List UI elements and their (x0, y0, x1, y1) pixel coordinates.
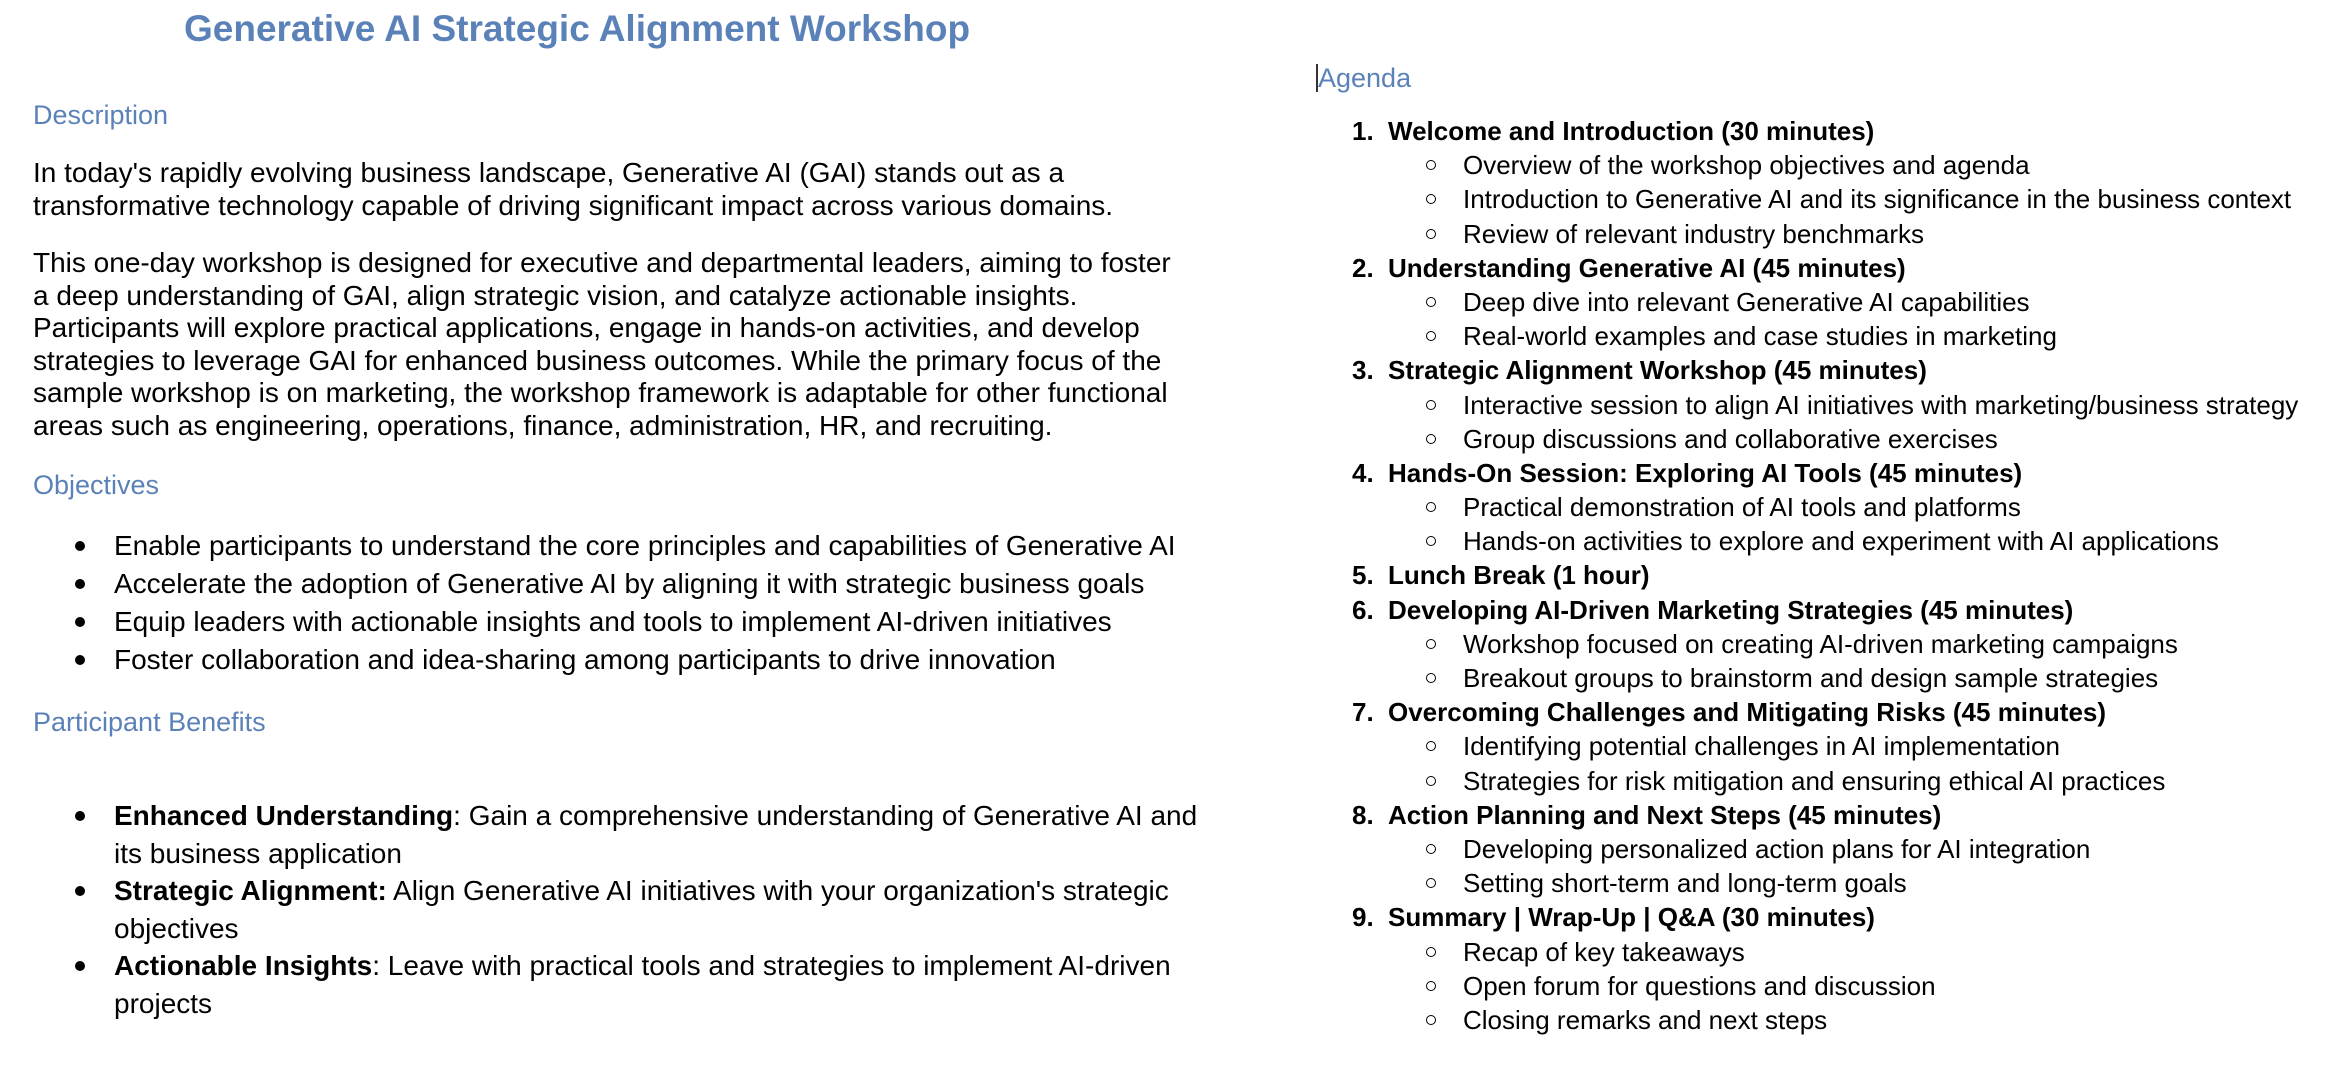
hollow-bullet-icon (1426, 776, 1436, 786)
description-heading: Description (33, 100, 169, 130)
agenda-item-header (1316, 353, 2336, 387)
agenda-subitem (1316, 148, 2336, 182)
benefits-list (33, 797, 1198, 1022)
agenda-item (1316, 456, 2336, 559)
benefit-label: Strategic Alignment: (114, 875, 387, 906)
agenda-subitem (1316, 217, 2336, 251)
bullet-icon (75, 961, 85, 971)
list-item (33, 568, 1193, 606)
agenda-item-number: 4. (1352, 457, 1374, 488)
agenda-item-title: Action Planning and Next Steps (45 minutes) (1388, 799, 1942, 830)
agenda-item-header (1316, 456, 2336, 490)
agenda-subitem (1316, 182, 2336, 216)
agenda-item-title: Hands-On Session: Exploring AI Tools (45 minutes) (1388, 457, 2023, 488)
agenda-item-number: 9. (1352, 902, 1374, 933)
bullet-icon (75, 655, 85, 665)
agenda-item-title: Strategic Alignment Workshop (45 minutes) (1388, 355, 1927, 386)
agenda-sublist (1316, 285, 2336, 353)
agenda-subitem-text: Open forum for questions and discussion (1463, 970, 1936, 1001)
agenda-subitem (1316, 627, 2336, 661)
agenda-item-title: Understanding Generative AI (45 minutes) (1388, 252, 1906, 283)
agenda-item (1316, 114, 2336, 251)
agenda-subitem-text: Introduction to Generative AI and its significance in the business context (1463, 184, 2292, 215)
agenda-item-number: 6. (1352, 594, 1374, 625)
objectives-list (33, 530, 1193, 682)
agenda-subitem-text: Breakout groups to brainstorm and design sample strategies (1463, 663, 2159, 693)
agenda-item-title: Welcome and Introduction (30 minutes) (1388, 116, 1875, 146)
agenda-item-header (1316, 558, 2336, 592)
agenda-subitem-text: Developing personalized action plans for AI integration (1463, 833, 2091, 864)
benefit-text: Align Generative AI initiatives with your organization's strategic objectives (114, 875, 1169, 944)
agenda-subitem (1316, 524, 2336, 558)
agenda-item (1316, 251, 2336, 354)
hollow-bullet-icon (1426, 434, 1436, 444)
agenda-item (1316, 900, 2336, 1037)
agenda-item-title: Lunch Break (1 hour) (1388, 560, 1650, 591)
objective-text: Foster collaboration and idea-sharing among participants to drive innovation (114, 644, 1056, 675)
agenda-subitem (1316, 969, 2336, 1003)
agenda-subitem-text: Interactive session to align AI initiatives with marketing/business strategy (1463, 389, 2299, 420)
agenda-item-header (1316, 798, 2336, 832)
hollow-bullet-icon (1426, 297, 1436, 307)
agenda-subitem (1316, 935, 2336, 969)
agenda-subitem-text: Setting short-term and long-term goals (1463, 868, 1907, 899)
agenda-subitem-text: Group discussions and collaborative exercises (1463, 423, 1998, 454)
agenda-subitem (1316, 319, 2336, 353)
objective-text: Enable participants to understand the core principles and capabilities of Generative AI (114, 530, 1176, 561)
bullet-icon (75, 886, 85, 896)
agenda-sublist (1316, 490, 2336, 558)
hollow-bullet-icon (1426, 844, 1436, 854)
agenda-item-title: Summary | Wrap-Up | Q&A (30 minutes) (1388, 902, 1875, 933)
objective-text: Equip leaders with actionable insights and tools to implement AI-driven initiatives (114, 606, 1112, 637)
agenda-item-title: Developing AI-Driven Marketing Strategies (45 minutes) (1388, 594, 2074, 625)
agenda-item (1316, 558, 2336, 592)
objective-text: Accelerate the adoption of Generative AI by aligning it with strategic business goals (114, 568, 1145, 599)
agenda-subitem (1316, 490, 2336, 524)
agenda-sublist (1316, 627, 2336, 695)
agenda-subitem-text: Recap of key takeaways (1463, 936, 1745, 967)
list-item (33, 606, 1193, 644)
agenda-subitem (1316, 729, 2336, 763)
hollow-bullet-icon (1426, 160, 1436, 170)
hollow-bullet-icon (1426, 194, 1436, 204)
hollow-bullet-icon (1426, 673, 1436, 683)
agenda-subitem-text: Closing remarks and next steps (1463, 1004, 1828, 1035)
agenda-subitem-text: Overview of the workshop objectives and agenda (1463, 150, 2030, 181)
agenda-subitem-text: Strategies for risk mitigation and ensuring ethical AI practices (1463, 765, 2166, 796)
hollow-bullet-icon (1426, 229, 1436, 239)
hollow-bullet-icon (1426, 947, 1436, 957)
agenda-subitem (1316, 832, 2336, 866)
agenda-subitem (1316, 285, 2336, 319)
hollow-bullet-icon (1426, 741, 1436, 751)
agenda-sublist (1316, 935, 2336, 1038)
agenda-item-title: Overcoming Challenges and Mitigating Risks (45 minutes) (1388, 697, 2107, 728)
agenda-subitem-text: Review of relevant industry benchmarks (1463, 218, 1924, 249)
bullet-icon (75, 811, 85, 821)
agenda-subitem-text: Workshop focused on creating AI-driven marketing campaigns (1463, 628, 2178, 659)
agenda-item (1316, 798, 2336, 901)
agenda-subitem (1316, 661, 2336, 695)
list-item (33, 797, 1204, 873)
hollow-bullet-icon (1426, 331, 1436, 341)
bullet-icon (75, 541, 85, 551)
agenda-item-header (1316, 251, 2336, 285)
benefit-label: Actionable Insights (114, 950, 373, 981)
agenda-item-header (1316, 114, 2336, 148)
bullet-icon (75, 617, 85, 627)
agenda-item-number: 3. (1352, 355, 1374, 386)
bullet-icon (75, 579, 85, 589)
agenda-item-number: 1. (1352, 116, 1374, 146)
agenda-subitem (1316, 866, 2336, 900)
description-paragraph: This one-day workshop is designed for executive and departmental leaders, aiming to foster a deep understanding of GAI, align strategic vision, and catalyze actionable insights. Participants will explore practical applications, engage in hands-on activities, and develop strategies to leverage GAI for enhanced business outcomes. While the primary focus of the sample workshop is on marketing, the workshop framework is adaptable for other functional areas such as engineering, operations, finance, administration, HR, and recruiting. (33, 247, 1171, 441)
agenda-sublist (1316, 148, 2336, 251)
agenda-list (1316, 114, 2336, 1037)
hollow-bullet-icon (1426, 536, 1436, 546)
hollow-bullet-icon (1426, 1015, 1436, 1025)
agenda-item (1316, 695, 2336, 798)
agenda-subitem-text: Real-world examples and case studies in marketing (1463, 321, 2057, 352)
agenda-subitem (1316, 1003, 2336, 1037)
hollow-bullet-icon (1426, 400, 1436, 410)
hollow-bullet-icon (1426, 981, 1436, 991)
agenda-item-number: 2. (1352, 252, 1374, 283)
objectives-heading: Objectives (33, 470, 160, 500)
agenda-item-number: 7. (1352, 697, 1374, 728)
agenda-subitem (1316, 764, 2336, 798)
agenda-subitem-text: Deep dive into relevant Generative AI capabilities (1463, 286, 2030, 317)
list-item (33, 872, 1204, 948)
hollow-bullet-icon (1426, 502, 1436, 512)
hollow-bullet-icon (1426, 878, 1436, 888)
agenda-subitem (1316, 422, 2336, 456)
benefits-heading: Participant Benefits (33, 707, 266, 737)
benefit-label: Enhanced Understanding (114, 800, 454, 831)
list-item (33, 947, 1204, 1023)
description-paragraph: In today's rapidly evolving business landscape, Generative AI (GAI) stands out as a transformative technology capable of driving significant impact across various domains. (33, 157, 1114, 221)
agenda-item (1316, 353, 2336, 456)
benefit-text: : Gain a comprehensive understanding of Generative AI and its business application (114, 800, 1198, 869)
agenda-item (1316, 593, 2336, 696)
agenda-item-number: 5. (1352, 560, 1374, 591)
hollow-bullet-icon (1426, 639, 1436, 649)
agenda-subitem-text: Hands-on activities to explore and experiment with AI applications (1463, 526, 2219, 557)
agenda-subitem (1316, 388, 2336, 422)
benefit-text: : Leave with practical tools and strategies to implement AI-driven projects (114, 950, 1171, 1019)
list-item (33, 530, 1193, 568)
list-item (33, 644, 1193, 682)
agenda-item-number: 8. (1352, 799, 1374, 830)
agenda-subitem-text: Identifying potential challenges in AI implementation (1463, 731, 2060, 762)
agenda-sublist (1316, 729, 2336, 797)
agenda-heading: Agenda (1318, 63, 1412, 93)
agenda-subitem-text: Practical demonstration of AI tools and platforms (1463, 492, 2021, 523)
agenda-sublist (1316, 388, 2336, 456)
document-title: Generative AI Strategic Alignment Workshop (184, 8, 971, 49)
agenda-item-header (1316, 695, 2336, 729)
agenda-item-header (1316, 593, 2336, 627)
agenda-sublist (1316, 832, 2336, 900)
agenda-item-header (1316, 900, 2336, 934)
